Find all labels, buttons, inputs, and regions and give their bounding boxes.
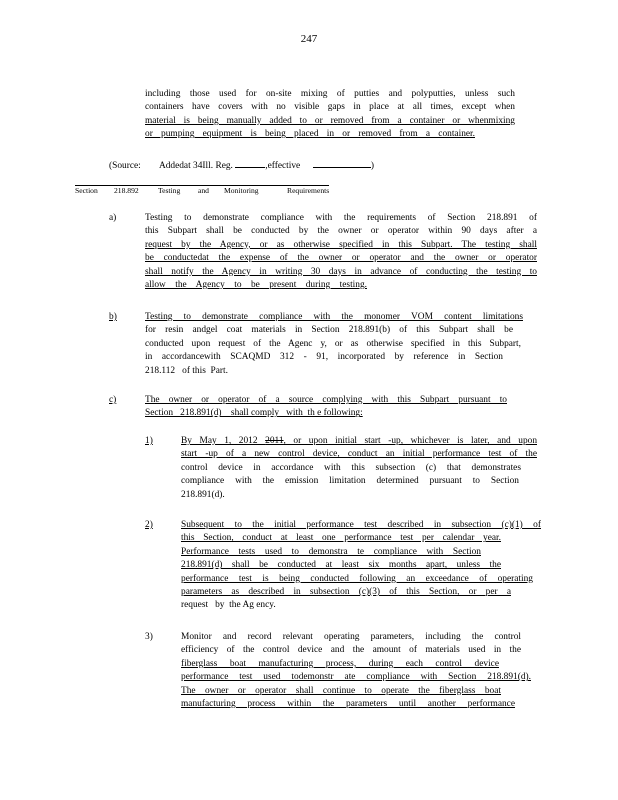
subitem-3-paragraph <box>181 631 531 711</box>
item-a-paragraph <box>145 212 537 292</box>
text-line: performance test used todemonstr ate compliance with Section 218.891(d). <box>181 672 531 683</box>
source-added: Addedat <box>158 161 191 171</box>
text-line <box>181 435 537 448</box>
text-line: 218.891(d) shall be conducted at least six months apart, unless the <box>181 560 501 571</box>
text-line: Section 218.891(d) shall comply with th e following: <box>145 408 363 419</box>
page-number: 247 <box>300 33 318 45</box>
text-line: this Section, conduct at least one performance test per calendar year. <box>181 533 501 544</box>
section-title-word: and <box>198 186 209 195</box>
text-line: allow the Agency to be present during testing. <box>145 280 367 291</box>
source-blank-issue <box>235 158 265 168</box>
item-c-paragraph <box>145 394 507 421</box>
text-line: containers have covers with no visible gaps in place at all times, except when <box>145 102 515 113</box>
source-blank-date <box>313 158 371 168</box>
text-line: Testing to demonstrate compliance with the monomer VOM content limitations <box>145 312 523 322</box>
amendment-text: By May 1, 2012 <box>181 436 266 446</box>
source-note <box>109 158 429 173</box>
subitem-1-paragraph <box>181 435 537 502</box>
text-line: in accordancewith SCAQMD 312 - 91, incorporated by reference in Section <box>145 352 503 363</box>
item-b-paragraph <box>145 311 523 378</box>
section-title-word: Testing <box>158 186 181 195</box>
text-line: efficiency of the control device and the amount of materials used in the <box>181 645 521 656</box>
source-prefix: (Source: <box>109 161 141 171</box>
source-close: ) <box>370 161 375 171</box>
amendment-text: , or upon initial start -up, whichever is later, and upon <box>283 436 537 446</box>
text-line: be conductedat the expense of the owner or operator and the owner or operator <box>145 253 537 264</box>
section-number: 218.892 <box>114 186 139 195</box>
section-word: Section <box>75 186 98 195</box>
subitem-2-paragraph <box>181 519 541 613</box>
section-heading <box>75 185 330 195</box>
text-line: compliance with the emission limitation determined pursuant to Section <box>181 476 519 487</box>
item-label: a) <box>109 213 117 223</box>
text-line: shall notify the Agency in writing 30 days in advance of conducting the testing to <box>145 266 537 277</box>
text-line: material is being manually added to or removed from a container or whenmixing <box>145 115 515 126</box>
text-line: The owner or operator shall continue to operate the fiberglass boat <box>181 685 501 696</box>
subitem-label: 3) <box>145 632 153 642</box>
source-reg: 34Ill. Reg. <box>193 161 233 171</box>
text-line: fiberglass boat manufacturing process, during each control device <box>181 658 499 669</box>
text-line: parameters as described in subsection (c)(3) of this Section, or per a <box>181 587 511 598</box>
text-line: Testing to demonstrate compliance with the requirements of Section 218.891 of <box>145 213 537 223</box>
text-line: request by the Agency, or as otherwise specified in this Subpart. The testing shall <box>145 239 537 250</box>
section-title-word: Requirements <box>287 186 330 195</box>
text-line: request by the Ag ency. <box>181 600 276 611</box>
text-line: conducted upon request of the Agenc y, or as otherwise specified in this Subpart, <box>145 338 521 349</box>
item-label: b) <box>109 312 117 322</box>
text-line: manufacturing process within the parameters until another performance <box>181 699 515 710</box>
section-title-word: Monitoring <box>224 186 259 195</box>
text-line: or pumping equipment is being placed in or removed from a container. <box>145 129 475 140</box>
subitem-label: 1) <box>145 436 153 446</box>
text-line: 218.112 of this Part. <box>145 365 228 376</box>
intro-paragraph <box>145 88 515 142</box>
text-line: performance test is being conducted following an exceedance of operating <box>181 573 533 584</box>
text-line: including those used for on-site mixing of putties and polyputties, unless such <box>145 89 515 99</box>
source-effective: ,effective <box>265 161 301 171</box>
text-line: control device in accordance with this subsection (c) that demonstrates <box>181 462 521 473</box>
text-line: this Subpart shall be conducted by the owner or operator within 90 days after a <box>145 226 537 237</box>
text-line: Subsequent to the initial performance test described in subsection (c)(1) of <box>181 520 541 530</box>
item-label: c) <box>109 395 117 405</box>
text-line: The owner or operator of a source complying with this Subpart pursuant to <box>145 395 507 405</box>
text-line: for resin andgel coat materials in Section 218.891(b) of this Subpart shall be <box>145 325 513 336</box>
text-line: 218.891(d). <box>181 489 225 500</box>
text-line: Monitor and record relevant operating parameters, including the control <box>181 632 521 642</box>
text-line: start -up of a new control device, conduct an initial performance test of the <box>181 449 537 460</box>
subitem-label: 2) <box>145 520 153 530</box>
text-line: Performance tests used to demonstra te compliance with Section <box>181 546 481 557</box>
struck-text: 2011 <box>265 436 284 446</box>
